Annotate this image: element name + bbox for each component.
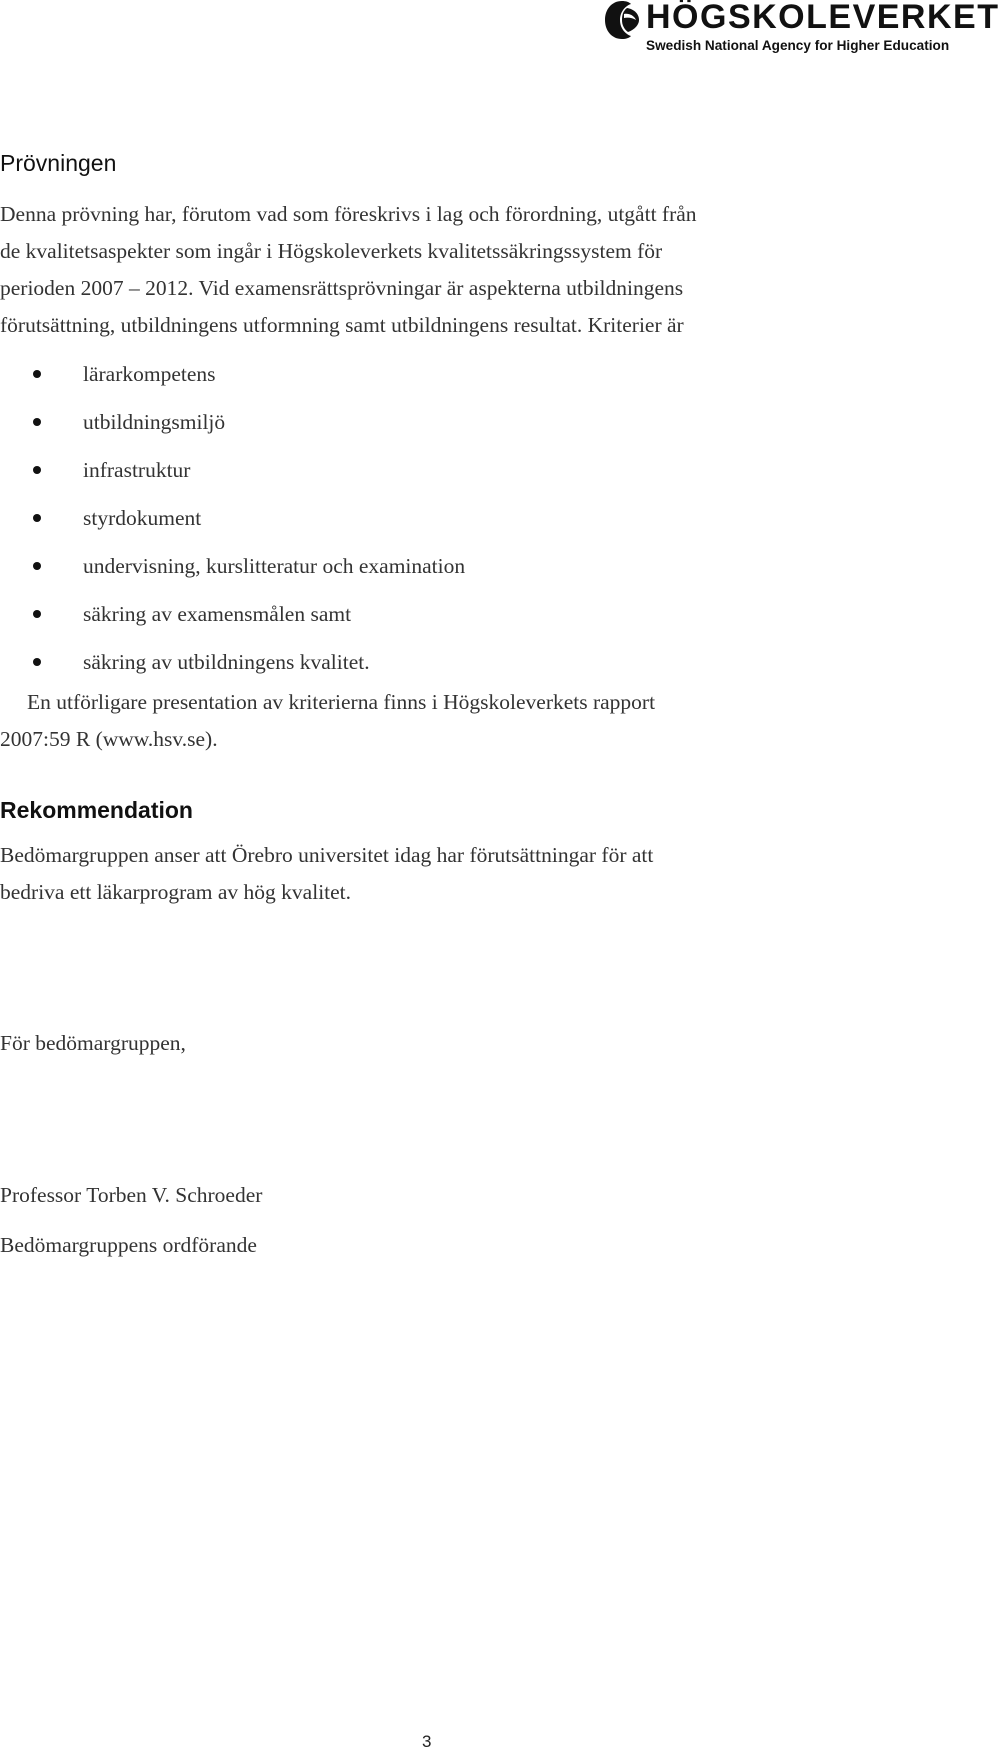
section-heading-provningen: Prövningen xyxy=(0,150,117,176)
bullet-icon xyxy=(33,466,41,474)
criteria-text: säkring av utbildningens kvalitet. xyxy=(83,650,370,674)
page-number: 3 xyxy=(422,1732,432,1751)
signatory-name: Professor Torben V. Schroeder xyxy=(0,1183,263,1207)
intro-line: förutsättning, utbildningens utformning samt utbildningens resultat. Kriterier är xyxy=(0,313,684,337)
more-info-line: En utförligare presentation av kriterierna finns i Högskoleverkets rapport xyxy=(27,690,656,714)
criteria-text: infrastruktur xyxy=(83,458,191,482)
bullet-icon xyxy=(33,370,41,378)
hsv-logo-mark-icon xyxy=(603,0,641,40)
recommendation-line: Bedömargruppen anser att Örebro universitet idag har förutsättningar för att xyxy=(0,843,654,867)
closing-text xyxy=(0,1025,186,1062)
logo-subtitle: Swedish National Agency for Higher Education xyxy=(646,38,950,53)
recommendation-line: bedriva ett läkarprogram av hög kvalitet. xyxy=(0,880,352,904)
bullet-icon xyxy=(33,514,41,522)
bullet-icon xyxy=(33,610,41,618)
signature-block xyxy=(0,1170,262,1270)
hsv-logo xyxy=(600,0,999,62)
intro-line: Denna prövning har, förutom vad som föreskrivs i lag och förordning, utgått från xyxy=(0,202,697,226)
more-info-paragraph xyxy=(0,684,655,758)
criteria-text: säkring av examensmålen samt xyxy=(83,602,352,626)
closing-line: För bedömargruppen, xyxy=(0,1031,186,1055)
criteria-text: styrdokument xyxy=(83,506,202,530)
criteria-text: utbildningsmiljö xyxy=(83,410,226,434)
intro-line: de kvalitetsaspekter som ingår i Högskoleverkets kvalitetssäkringssystem för xyxy=(0,239,663,263)
criteria-text: undervisning, kurslitteratur och examination xyxy=(83,554,466,578)
criteria-text: lärarkompetens xyxy=(83,362,216,386)
intro-paragraph xyxy=(0,196,697,344)
bullet-icon xyxy=(33,418,41,426)
more-info-line: 2007:59 R (www.hsv.se). xyxy=(0,727,218,751)
section-heading-rekommendation: Rekommendation xyxy=(0,797,193,823)
recommendation-paragraph xyxy=(0,837,653,911)
bullet-icon xyxy=(33,562,41,570)
intro-line: perioden 2007 – 2012. Vid examensrättsprövningar är aspekterna utbildningens xyxy=(0,276,684,300)
logo-name: HÖGSKOLEVERKET xyxy=(646,0,999,36)
signatory-role: Bedömargruppens ordförande xyxy=(0,1233,257,1257)
bullet-icon xyxy=(33,658,41,666)
